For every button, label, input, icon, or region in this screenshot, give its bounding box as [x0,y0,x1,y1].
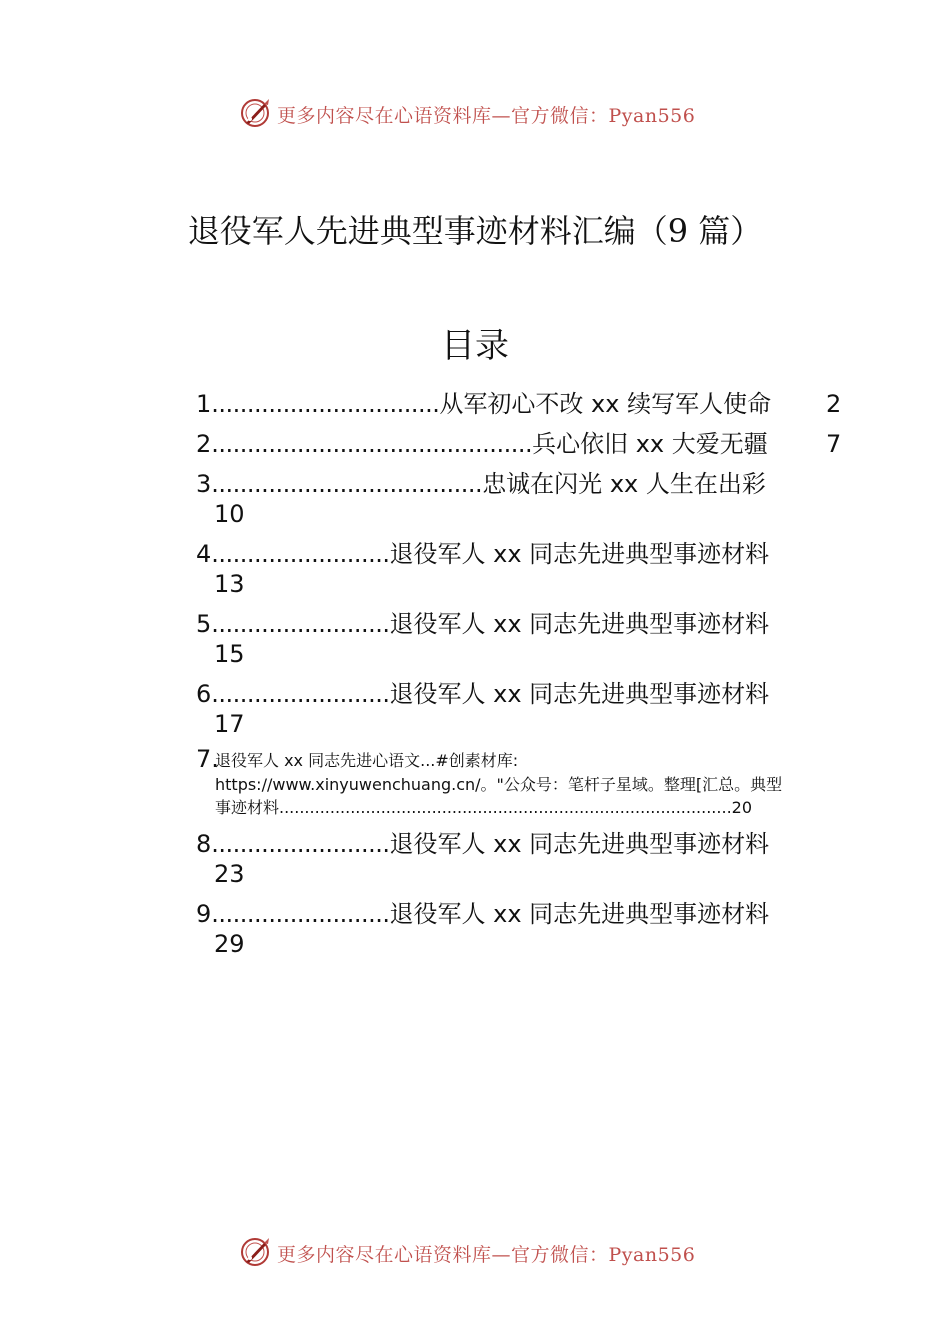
footer-watermark-banner [0,1233,950,1273]
watermark-text: 更多内容尽在心语资料库—官方微信：Pyan556 [277,105,696,127]
quill-pen-seal-icon [238,1235,272,1269]
toc-entry-title: 兵心依旧 xx 大爱无疆 [532,430,768,458]
toc-leader-dots: ......................... [211,830,390,858]
toc-entry-number: 5 [196,610,212,638]
toc-entry-number: 2 [196,430,212,458]
toc-page-number: 13 [214,570,245,598]
toc-leader-dots: ................................ [211,390,440,418]
header-watermark-banner [0,94,950,134]
toc-entry-title-line: 退役军人 xx 同志先进心语文...#创素材库: [215,751,519,770]
toc-entry[interactable] [196,679,770,738]
toc-entry-title-line: https://www.xinyuwenchuang.cn/。"公众号：笔杆子星域。整理[汇总。典型 [215,775,783,794]
toc-leader-dots: ...................................... [211,470,483,498]
toc-entry-number: 8 [196,830,212,858]
watermark-text: 更多内容尽在心语资料库—官方微信：Pyan556 [277,1244,696,1266]
toc-entry-title: 退役军人 xx 同志先进典型事迹材料 [389,680,770,708]
toc-entry[interactable] [196,829,770,888]
document-title: 退役军人先进典型事迹材料汇编（9 篇） [187,212,763,250]
toc-leader-dots: ......................... [211,540,390,568]
toc-leader-dots: ............................................. [211,430,533,458]
toc-page-number: 29 [214,930,245,958]
toc-entry-number: 3 [196,470,212,498]
toc-entry[interactable] [196,469,766,528]
toc-entry-number: 4 [196,540,212,568]
toc-page-number: 15 [214,640,245,668]
toc-entry-title: 退役军人 xx 同志先进典型事迹材料 [389,610,770,638]
toc-entry[interactable] [196,429,842,459]
toc-leader-dots: ......................... [211,680,390,708]
toc-entry[interactable] [196,539,770,598]
toc-page-number: 2 [826,390,842,418]
toc-entry-title: 退役军人 xx 同志先进典型事迹材料 [389,900,770,928]
toc-heading: 目录 [441,326,509,366]
toc-entry-number: 1 [196,390,212,418]
toc-leader-dots: ......................... [211,900,390,928]
quill-pen-seal-icon [238,96,272,130]
toc-entry[interactable] [196,389,842,419]
toc-entry-title: 忠诚在闪光 xx 人生在出彩 [482,470,766,498]
toc-leader-dots: ......................... [211,610,390,638]
toc-entry-number: 9 [196,900,212,928]
toc-entry-number: 6 [196,680,212,708]
toc-page-number: 10 [214,500,245,528]
toc-entry[interactable] [196,899,770,958]
toc-page-number: 7 [826,430,842,458]
toc-page-number: 17 [214,710,245,738]
toc-entry-title: 退役军人 xx 同志先进典型事迹材料 [389,540,770,568]
toc-page-number: 23 [214,860,245,888]
toc-entry-title-line: 事迹材料.........................................................................................20 [215,798,753,817]
toc-entry-number: 7. [196,745,219,773]
toc-entry-title: 退役军人 xx 同志先进典型事迹材料 [389,830,770,858]
toc-entry[interactable] [196,609,770,668]
toc-entry-title: 从军初心不改 xx 续写军人使命 [439,390,772,418]
